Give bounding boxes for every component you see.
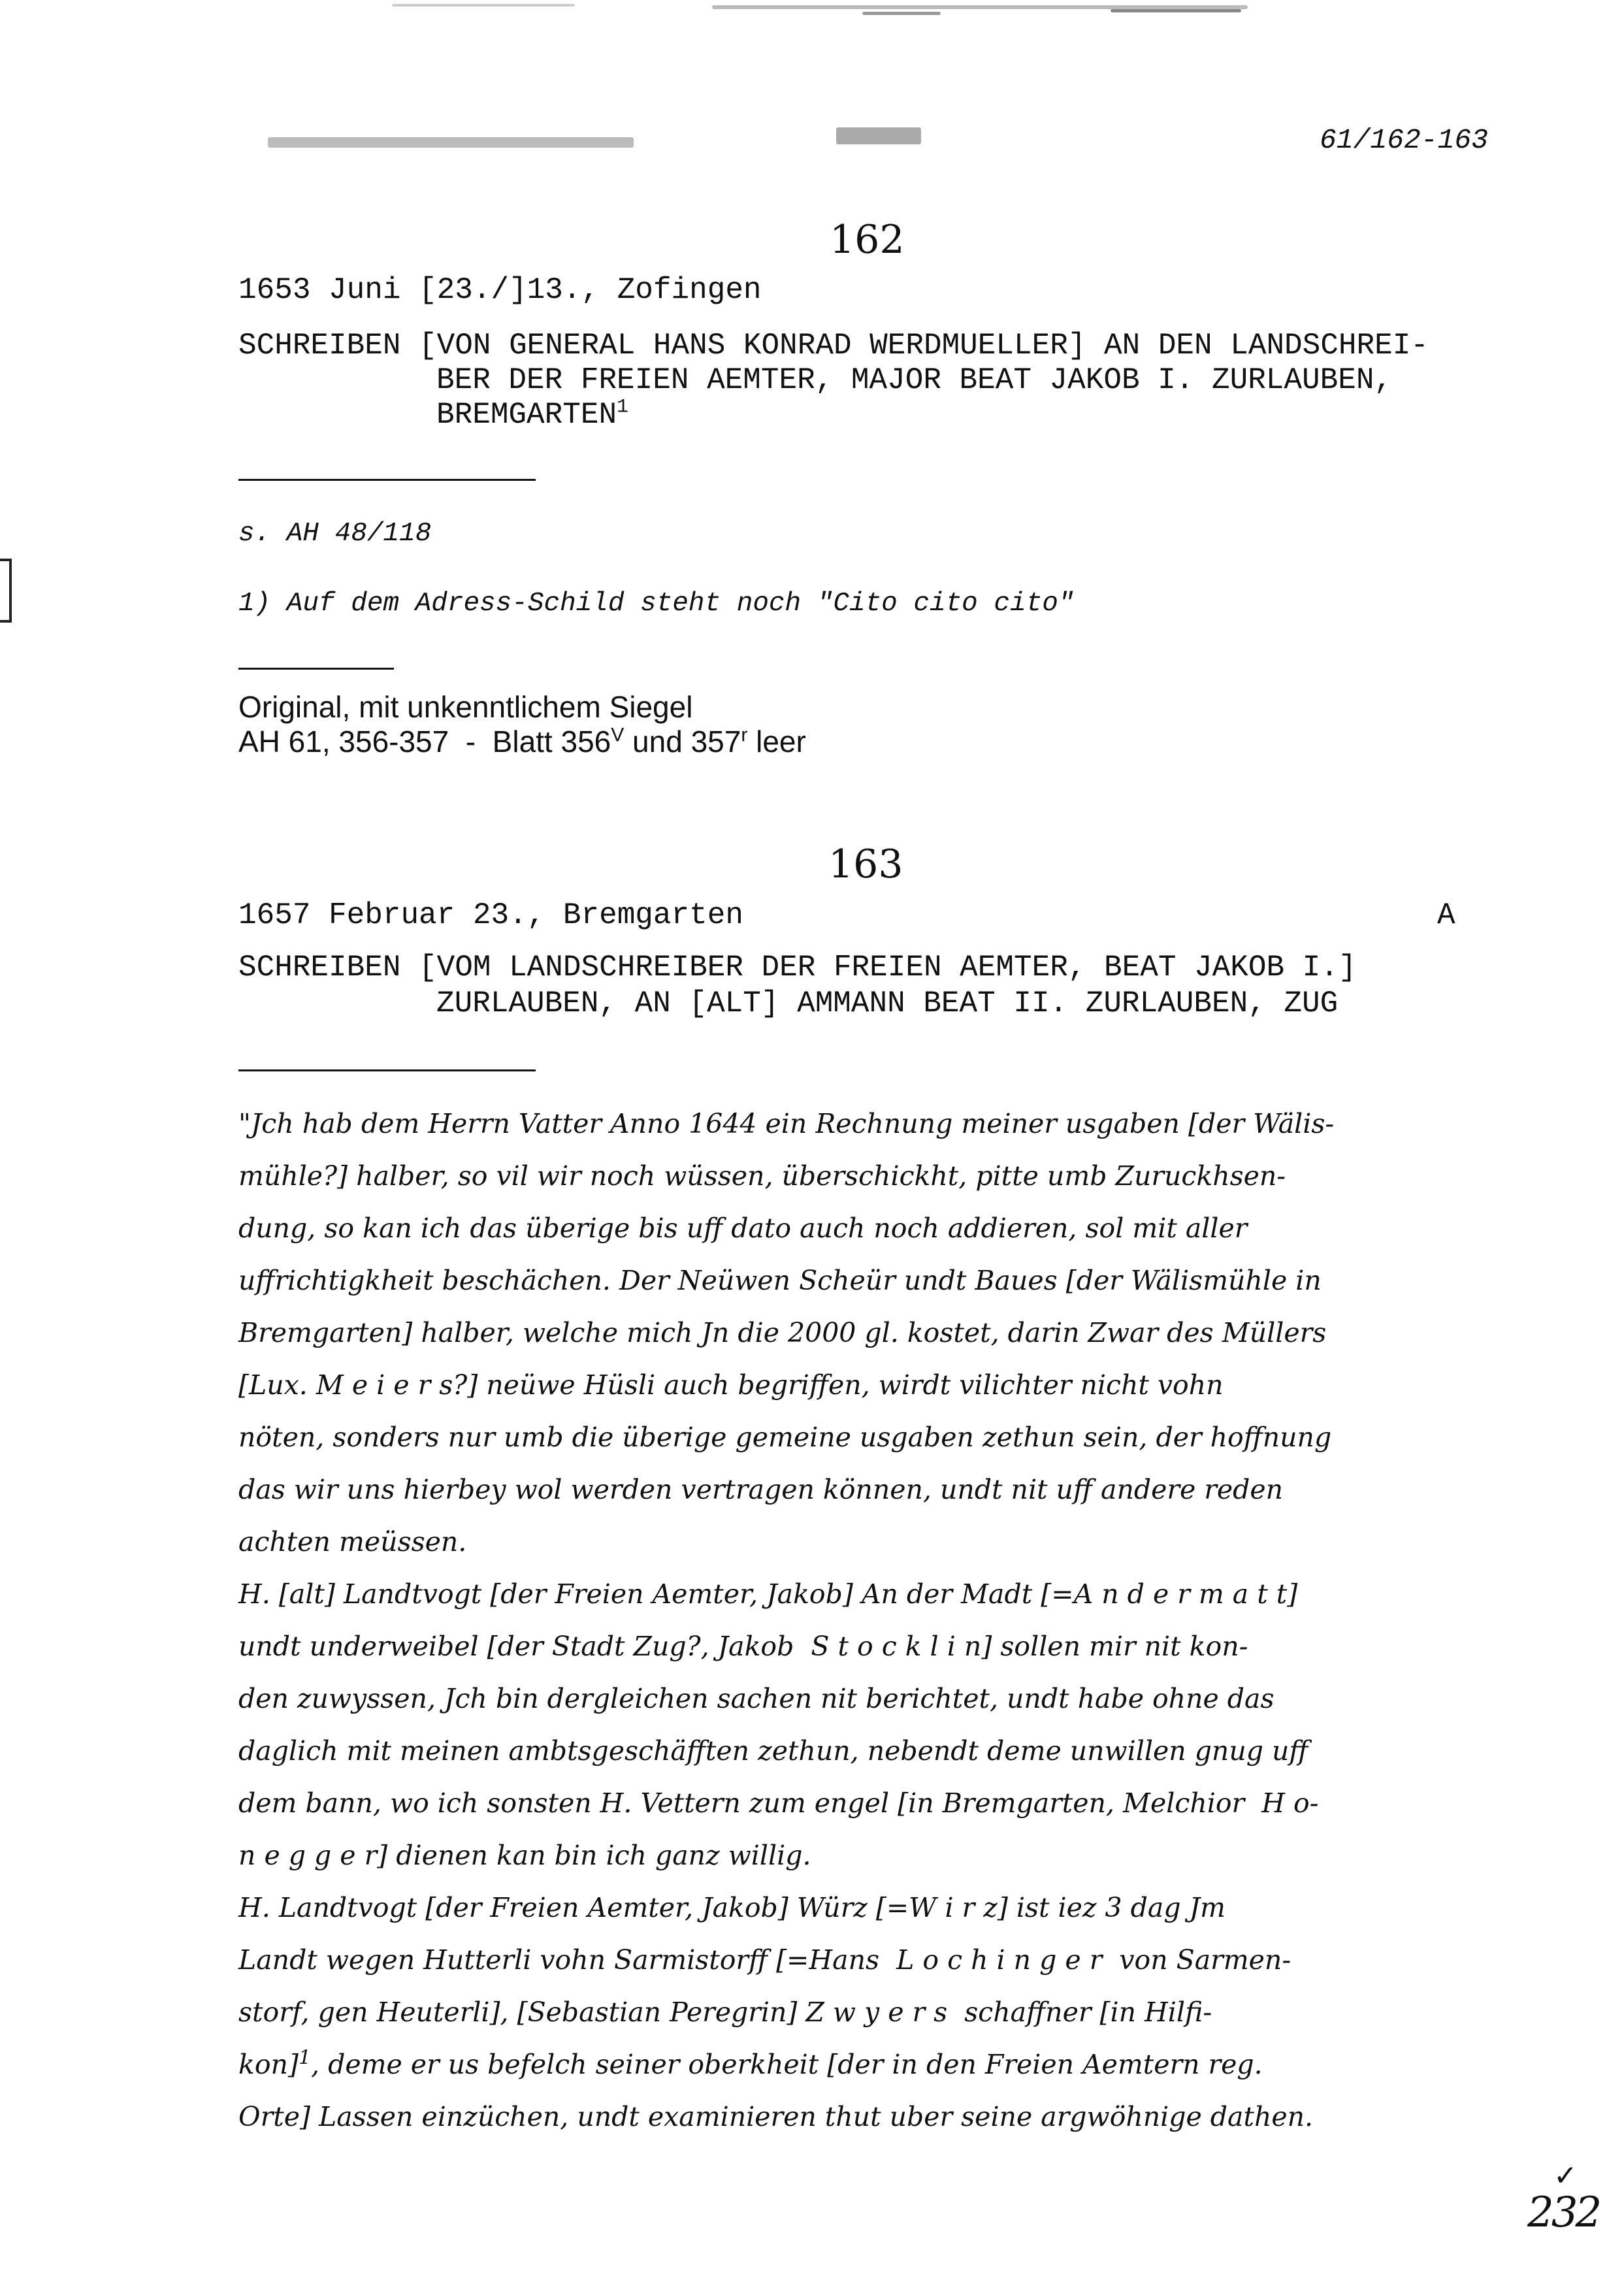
section-divider xyxy=(238,479,536,481)
letter-line: das wir uns hierbey wol werden vertragen können, undt nit uff andere reden xyxy=(238,1474,1284,1505)
letter-text-part: , deme er us befelch seiner oberkheit [der in den Freien Aemtern reg. xyxy=(311,2049,1263,2080)
letter-line xyxy=(238,2038,1545,2091)
letter-line: uffrichtigkheit beschächen. Der Neüwen Scheür undt Baues [der Wälismühle in xyxy=(238,1265,1322,1296)
date-line: 1657 Februar 23., Bremgarten xyxy=(238,898,743,932)
letter-line: Landt wegen Hutterli vohn Sarmistorff [=Hans L o c h i n g e r von Sarmen- xyxy=(238,1944,1291,1976)
title-line-1: SCHREIBEN [VOM LANDSCHREIBER DER FREIEN AEMTER, BEAT JAKOB I.] xyxy=(238,951,1357,985)
letter-line: H. [alt] Landtvogt [der Freien Aemter, Jakob] An der Madt [=A n d e r m a t t] xyxy=(238,1578,1298,1610)
letter-line: daglich mit meinen ambtsgeschäfften zethun, nebendt deme unwillen gnug uff xyxy=(238,1735,1308,1767)
date-line: 1653 Juni [23./]13., Zofingen xyxy=(238,273,762,307)
margin-note: 232 xyxy=(1527,2189,1600,2237)
title-line-2: BER DER FREIEN AEMTER, MAJOR BEAT JAKOB I. ZURLAUBEN, xyxy=(436,363,1393,397)
document-number: 163 xyxy=(828,841,903,887)
letter-lines xyxy=(238,1098,1545,2038)
letter-line: den zuwyssen, Jch bin dergleichen sachen nit berichtet, undt habe ohne das xyxy=(238,1683,1275,1714)
header-reference: 61/162-163 xyxy=(1320,124,1489,156)
recto-marker: r xyxy=(741,724,748,746)
source-text: AH 61, 356-357 - Blatt 356 xyxy=(238,725,611,758)
footnote-marker: 1 xyxy=(298,2046,312,2070)
document-number: 162 xyxy=(830,217,905,263)
letter-line: achten meüssen. xyxy=(238,1526,467,1557)
check-mark-icon: ✓ xyxy=(1553,2159,1578,2192)
title-line-2: ZURLAUBEN, AN [ALT] AMMANN BEAT II. ZURLAUBEN, ZUG xyxy=(436,986,1339,1020)
letter-text xyxy=(238,1098,1545,2143)
letter-line: mühle?] halber, so vil wir noch wüssen, überschickht, pitte umb Zuruckhsen- xyxy=(238,1160,1286,1192)
archive-reference: s. AH 48/118 xyxy=(238,519,432,549)
letter-line: n e g g e r] dienen kan bin ich ganz willig. xyxy=(238,1840,811,1871)
letter-line: dem bann, wo ich sonsten H. Vettern zum engel [in Bremgarten, Melchior H o- xyxy=(238,1787,1319,1819)
source-text: leer xyxy=(747,725,806,758)
letter-line: "Jch hab dem Herrn Vatter Anno 1644 ein Rechnung meiner usgaben [der Wälis- xyxy=(238,1108,1335,1139)
letter-line: H. Landtvogt [der Freien Aemter, Jakob] Würz [=W i r z] ist iez 3 dag Jm xyxy=(238,1892,1226,1923)
handwritten-page-number xyxy=(1527,2159,1600,2237)
letter-line: nöten, sonders nur umb die überige gemeine usgaben zethun sein, der hoffnung xyxy=(238,1422,1332,1453)
letter-line: storf, gen Heuterli], [Sebastian Peregrin] Z w y e r s schaffner [in Hilfi- xyxy=(238,1997,1212,2028)
letter-text-part: kon] xyxy=(238,2049,299,2080)
title-line-1: SCHREIBEN [VON GENERAL HANS KONRAD WERDMUELLER] AN DEN LANDSCHREI- xyxy=(238,329,1429,363)
title-text: BREMGARTEN xyxy=(436,398,617,432)
source-line-1: Original, mit unkenntlichem Siegel xyxy=(238,690,693,724)
title-line-3 xyxy=(436,396,628,434)
footnote-marker: 1 xyxy=(617,396,629,419)
letter-line: dung, so kan ich das überige bis uff dato auch noch addieren, sol mit aller xyxy=(238,1213,1248,1244)
section-divider xyxy=(238,668,394,670)
section-divider xyxy=(238,1069,536,1071)
verso-marker: V xyxy=(611,724,625,746)
letter-line: Orte] Lassen einzüchen, undt examinieren thut uber seine argwöhnige dathen. xyxy=(238,2101,1314,2132)
footnote-1: 1) Auf dem Adress-Schild steht noch "Cito cito cito" xyxy=(238,589,1075,619)
letter-line: [Lux. M e i e r s?] neüwe Hüsli auch begriffen, wirdt vilichter nicht vohn xyxy=(238,1369,1224,1401)
source-line-2 xyxy=(238,723,806,760)
source-text: und 357 xyxy=(624,725,741,758)
letter-line: Bremgarten] halber, welche mich Jn die 2000 gl. kostet, darin Zwar des Müllers xyxy=(238,1317,1327,1348)
original-marker: A xyxy=(1437,898,1455,932)
letter-line: undt underweibel [der Stadt Zug?, Jakob S t o c k l i n] sollen mir nit kon- xyxy=(238,1631,1248,1662)
